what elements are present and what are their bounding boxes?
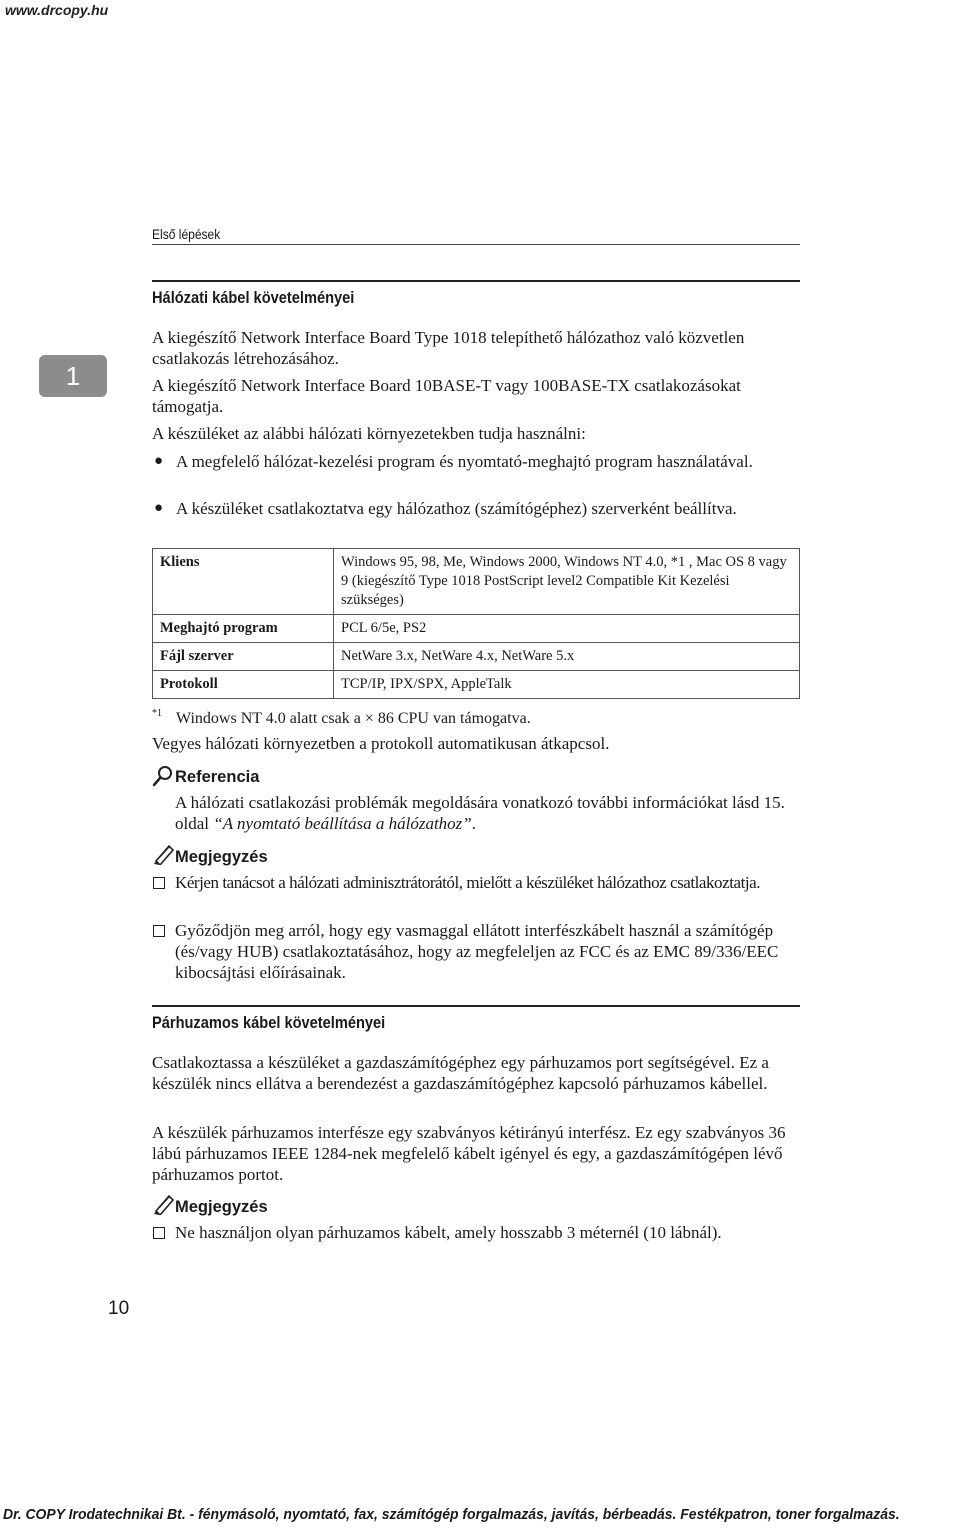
bullet-icon: ●: [154, 500, 164, 516]
pencil-icon: [152, 1193, 176, 1220]
table-row: [153, 615, 800, 643]
chapter-tab: 1: [39, 355, 107, 397]
page-number: 10: [108, 1298, 130, 1319]
checkbox-icon: [153, 925, 165, 937]
magnifier-icon: [152, 765, 174, 792]
paragraph: Vegyes hálózati környezetben a protokoll automatikusan átkapcsol.: [152, 734, 610, 753]
paragraph: A kiegészítő Network Interface Board 10BASE-T vagy 100BASE-TX csatlakozásokat támogatja.: [152, 376, 741, 416]
reference-text: A hálózati csatlakozási problémák megoldására vonatkozó további információkat lásd 15. oldal “A nyomtató beállítása a hálózathoz”.: [175, 793, 785, 833]
paragraph: A készülék párhuzamos interfésze egy szabványos kétirányú interfész. Ez egy szabványos 36 lábú párhuzamos IEEE 1284-nek megfelelő kábelt igényel és egy, a gazdaszámítógépen lévő párhuzamos portot.: [152, 1123, 786, 1184]
table-row: [153, 643, 800, 671]
table-label: Kliens: [153, 549, 334, 615]
table-label: Meghajtó program: [153, 615, 334, 643]
table-label: Protokoll: [153, 671, 334, 699]
section-title: Párhuzamos kábel követelményei: [152, 1013, 386, 1032]
paragraph: A kiegészítő Network Interface Board Type 1018 telepíthető hálózathoz való közvetlen csatlakozás létrehozásához.: [152, 328, 745, 368]
table-value: NetWare 3.x, NetWare 4.x, NetWare 5.x: [334, 643, 800, 671]
paragraph: Csatlakoztassa a készüléket a gazdaszámítógéphez egy párhuzamos port segítségével. Ez a készülék nincs ellátva a berendezést a gazdaszámítógéphez kapcsoló párhuzamos kábellel.: [152, 1053, 769, 1093]
header-rule: [152, 244, 800, 245]
table-value: TCP/IP, IPX/SPX, AppleTalk: [334, 671, 800, 699]
site-url[interactable]: www.drcopy.hu: [5, 2, 109, 18]
running-head: Első lépések: [152, 226, 221, 242]
table-value: PCL 6/5e, PS2: [334, 615, 800, 643]
checkbox-icon: [153, 1227, 165, 1239]
footnote-text: Windows NT 4.0 alatt csak a × 86 CPU van támogatva.: [176, 710, 531, 727]
table-row: [153, 671, 800, 699]
section-rule: [152, 280, 800, 282]
table-row: [153, 549, 800, 615]
checkbox-icon: [153, 877, 165, 889]
spec-table: [152, 548, 800, 699]
section-title: Hálózati kábel követelményei: [152, 288, 355, 307]
footnote-mark: *1: [152, 708, 162, 719]
note-title: Megjegyzés: [175, 1198, 268, 1216]
reference-title: Referencia: [175, 768, 260, 786]
footer-line: Dr. COPY Irodatechnikai Bt. - fénymásoló, nyomtató, fax, számítógép forgalmazás, javítás, bérbeadás. Festékpatron, toner forgalmazás.: [3, 1506, 900, 1523]
pencil-icon: [152, 843, 176, 870]
table-value: Windows 95, 98, Me, Windows 2000, Windows NT 4.0, *1 , Mac OS 8 vagy 9 (kiegészítő Type 1018 PostScript level2 Compatible Kit Kezelési szükséges): [334, 549, 800, 615]
bullet-icon: ●: [154, 453, 164, 469]
note-title: Megjegyzés: [175, 848, 268, 866]
section-rule: [152, 1005, 800, 1007]
table-label: Fájl szerver: [153, 643, 334, 671]
paragraph: A készüléket az alábbi hálózati környezetekben tudja használni:: [152, 424, 586, 443]
